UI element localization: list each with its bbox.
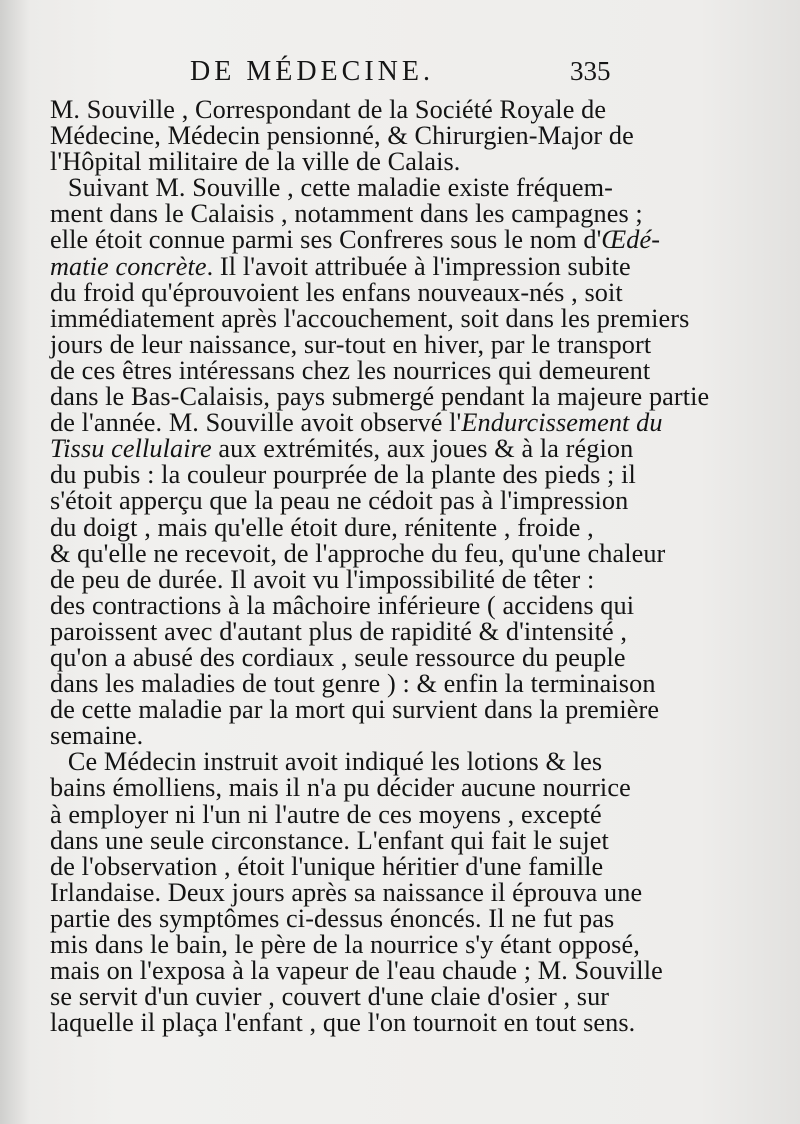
text-line: de cette maladie par la mort qui survient dans la première — [50, 694, 660, 725]
text-line: du froid qu'éprouvoient les enfans nouveaux-nés , soit — [50, 276, 623, 307]
text-line: immédiatement après l'accouchement, soit dans les premiers — [50, 302, 690, 333]
page-number: 335 — [570, 56, 611, 86]
text-line: & qu'elle ne recevoit, de l'approche du feu, qu'une chaleur — [50, 537, 666, 568]
text-line: de ces êtres intéressans chez les nourrices qui demeurent — [50, 354, 651, 385]
text-line: du pubis : la couleur pourprée de la plante des pieds ; il — [50, 459, 636, 490]
text-line: dans les maladies de tout genre ) : & enfin la terminaison — [50, 668, 656, 699]
text-line: matie concrète. Il l'avoit attribuée à l'impression subite — [50, 250, 631, 281]
text-line: Suivant M. Souville , cette maladie existe fréquem- — [67, 172, 614, 203]
text-line: mais on l'exposa à la vapeur de l'eau chaude ; M. Souville — [50, 955, 663, 986]
text-line: se servit d'un cuvier , couvert d'une claie d'osier , sur — [50, 981, 610, 1012]
running-head — [40, 54, 780, 94]
text-line: semaine. — [50, 720, 144, 751]
text-line: Ce Médecin instruit avoit indiqué les lotions & les — [67, 746, 603, 777]
text-line: ment dans le Calaisis , notamment dans les campagnes ; — [50, 198, 643, 229]
text-line: s'étoit apperçu que la peau ne cédoit pas à l'impression — [50, 485, 629, 516]
text-line: à employer ni l'un ni l'autre de ces moyens , excepté — [50, 798, 602, 829]
text-line: jours de leur naissance, sur-tout en hiver, par le transport — [50, 328, 652, 359]
text-line: paroissent avec d'autant plus de rapidité & d'intensité , — [50, 615, 628, 646]
text-line: elle étoit connue parmi ses Confreres sous le nom d'Œdé- — [50, 224, 661, 255]
text-line: l'Hôpital militaire de la ville de Calais. — [50, 146, 461, 177]
text-line: bains émolliens, mais il n'a pu décider aucune nourrice — [50, 772, 631, 803]
text-line: du doigt , mais qu'elle étoit dure, rénitente , froide , — [50, 511, 594, 542]
text-line: de l'année. M. Souville avoit observé l'Endurcissement du — [50, 407, 663, 438]
text-line: Irlandaise. Deux jours après sa naissance il éprouva une — [50, 876, 643, 907]
text-line: de peu de durée. Il avoit vu l'impossibilité de têter : — [50, 563, 595, 594]
text-line: dans une seule circonstance. L'enfant qui fait le sujet — [50, 824, 609, 855]
text-line: dans le Bas-Calaisis, pays submergé pendant la majeure partie — [50, 381, 710, 412]
text-line: M. Souville , Correspondant de la Société Royale de — [50, 94, 607, 124]
text-line: qu'on a abusé des cordiaux , seule ressource du peuple — [50, 641, 626, 672]
running-head-title: DE MÉDECINE. — [190, 56, 434, 87]
text-line: laquelle il plaça l'enfant , que l'on tournoit en tout sens. — [50, 1007, 636, 1038]
text-line: mis dans le bain, le père de la nourrice s'y étant opposé, — [50, 929, 640, 959]
text-line: Tissu cellulaire aux extrémités, aux joues & à la région — [50, 433, 634, 464]
text-line: de l'observation , étoit l'unique héritier d'une famille — [50, 850, 604, 881]
text-line: Médecine, Médecin pensionné, & Chirurgien-Major de — [50, 120, 634, 151]
body-text — [50, 94, 770, 1038]
text-line: partie des symptômes ci-dessus énoncés. Il ne fut pas — [50, 902, 615, 933]
text-line: des contractions à la mâchoire inférieure ( accidens qui — [50, 589, 635, 620]
